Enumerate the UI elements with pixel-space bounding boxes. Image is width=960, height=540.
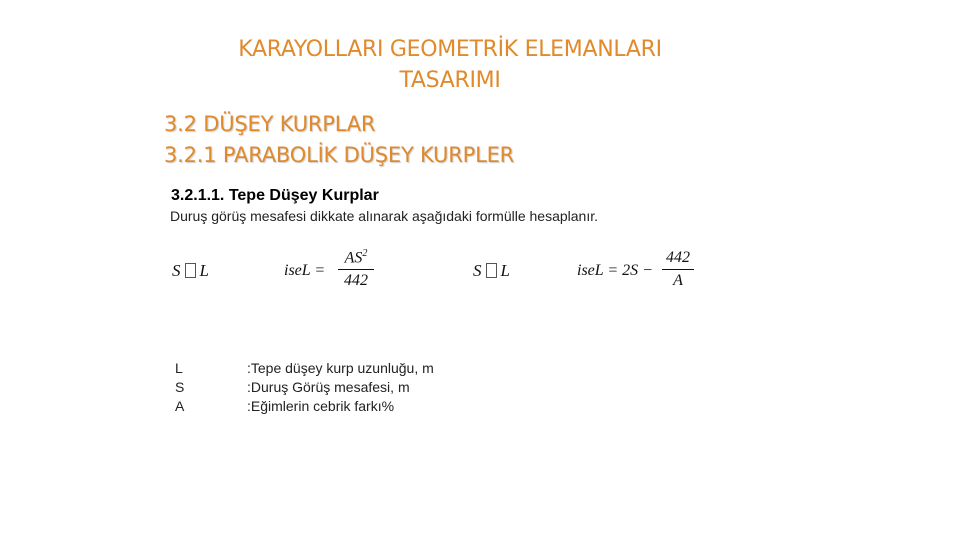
- section-heading: 3.2.1.1. Tepe Düşey Kurplar: [171, 187, 379, 204]
- slide-title-line-2: TASARIMI: [399, 68, 501, 93]
- formula-1-numerator: [338, 248, 374, 267]
- formula-1-exponent: 2: [362, 248, 368, 259]
- definition-symbol: L: [175, 360, 183, 376]
- fraction-bar: [662, 269, 694, 270]
- formula-1-lhs: iseL =: [284, 262, 326, 279]
- definition-symbol: S: [175, 379, 185, 395]
- formula-1-numerator-text: AS: [344, 249, 363, 267]
- definition-text: :Eğimlerin cebrik farkı%: [247, 398, 395, 414]
- condition-2-right: L: [500, 261, 510, 280]
- formula-1-fraction: [338, 248, 374, 290]
- definition-text: :Duruş Görüş mesafesi, m: [247, 379, 410, 395]
- section-description: Duruş görüş mesafesi dikkate alınarak aşağıdaki formülle hesaplanır.: [170, 208, 598, 224]
- formula-1-denominator: 442: [344, 272, 368, 290]
- missing-glyph-icon: [185, 263, 196, 278]
- section-subtitle: [164, 109, 514, 171]
- condition-2: [473, 261, 510, 281]
- condition-1-left: S: [172, 261, 181, 280]
- subtitle-line-1: 3.2 DÜŞEY KURPLAR: [164, 112, 376, 136]
- formula-2-lhs: iseL = 2S −: [577, 262, 653, 279]
- condition-1-right: L: [199, 261, 209, 280]
- definitions-list: [175, 359, 434, 416]
- slide-title: [150, 34, 750, 96]
- definition-symbol: A: [175, 398, 185, 414]
- definition-text: :Tepe düşey kurp uzunluğu, m: [247, 360, 434, 376]
- definition-row: [175, 397, 434, 416]
- formula-2-numerator: 442: [666, 249, 690, 266]
- slide-title-line-1: KARAYOLLARI GEOMETRİK ELEMANLARI: [238, 37, 662, 62]
- missing-glyph-icon: [486, 263, 497, 278]
- definition-row: [175, 378, 434, 397]
- subtitle-line-2: 3.2.1 PARABOLİK DÜŞEY KURPLER: [164, 143, 515, 167]
- condition-1: [172, 261, 209, 281]
- condition-2-left: S: [473, 261, 482, 280]
- formula-2-fraction: [662, 249, 694, 290]
- fraction-bar: [338, 269, 374, 270]
- definition-row: [175, 359, 434, 378]
- formula-2-denominator: A: [673, 272, 683, 289]
